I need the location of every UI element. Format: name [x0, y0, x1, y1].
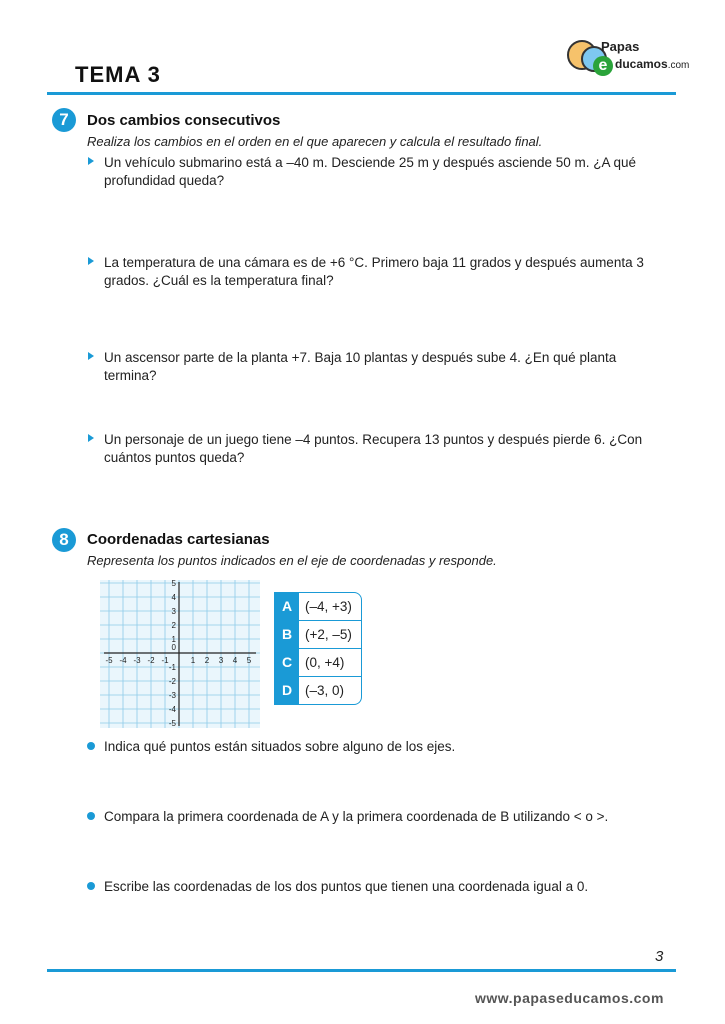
exercise-item: Un vehículo submarino está a –40 m. Desciende 25 m y después asciende 50 m. ¿A qué profundidad queda?	[104, 154, 664, 190]
exercise-item: La temperatura de una cámara es de +6 °C. Primero baja 11 grados y después aumenta 3 grados. ¿Cuál es la temperatura final?	[104, 254, 664, 290]
logo-text-educamos: ducamos.com	[615, 57, 690, 71]
page-number: 3	[655, 948, 664, 965]
y-tick-label: 1	[171, 635, 176, 644]
footer-rule	[47, 969, 676, 972]
x-tick-label: -1	[161, 656, 169, 665]
y-tick-label: -2	[168, 677, 176, 686]
bullet-dot-icon	[87, 882, 95, 890]
x-tick-label: 4	[232, 656, 238, 665]
bullet-arrow-icon	[88, 434, 94, 442]
section-8-title: Coordenadas cartesianas	[87, 531, 270, 548]
bullet-dot-icon	[87, 812, 95, 820]
y-tick-label: 4	[171, 593, 176, 602]
grid-background	[100, 580, 260, 728]
bullet-arrow-icon	[88, 352, 94, 360]
header-rule	[47, 92, 676, 95]
x-tick-label: -5	[105, 656, 113, 665]
page-title: TEMA 3	[75, 62, 161, 87]
cartesian-grid[interactable]	[100, 580, 260, 728]
y-tick-label: -1	[168, 663, 176, 672]
bullet-arrow-icon	[88, 257, 94, 265]
origin-label: 0	[171, 643, 176, 652]
question-item: Indica qué puntos están situados sobre alguno de los ejes.	[104, 738, 664, 756]
point-letter: B	[275, 621, 299, 648]
y-tick-label: -4	[168, 705, 176, 714]
x-tick-label: 5	[246, 656, 252, 665]
x-tick-label: -3	[133, 656, 141, 665]
section-8-instructions: Representa los puntos indicados en el eje de coordenadas y responde.	[87, 553, 497, 568]
x-tick-label: 1	[190, 656, 196, 665]
x-tick-label: -2	[147, 656, 155, 665]
point-coordinates: (0, +4)	[305, 655, 345, 670]
y-tick-label: -3	[168, 691, 176, 700]
y-tick-label: -5	[168, 719, 176, 728]
point-row	[274, 677, 362, 705]
logo-text-papas: Papas	[601, 39, 640, 54]
y-tick-label: 5	[171, 580, 176, 588]
papaseducamos-logo	[567, 36, 692, 76]
y-tick-label: 2	[171, 621, 176, 630]
y-tick-label: 3	[171, 607, 176, 616]
x-tick-label: 2	[204, 656, 210, 665]
question-item: Compara la primera coordenada de A y la primera coordenada de B utilizando < o >.	[104, 808, 664, 826]
section-7-instructions: Realiza los cambios en el orden en el que aparecen y calcula el resultado final.	[87, 134, 543, 149]
point-row	[274, 649, 362, 677]
point-coordinates: (–3, 0)	[305, 683, 345, 698]
section-8-badge: 8	[52, 528, 76, 552]
point-letter: D	[275, 677, 299, 704]
point-row	[274, 592, 362, 621]
exercise-item: Un personaje de un juego tiene –4 puntos. Recupera 13 puntos y después pierde 6. ¿Con cuántos puntos queda?	[104, 431, 664, 467]
point-coordinates: (+2, –5)	[305, 627, 352, 642]
bullet-arrow-icon	[88, 157, 94, 165]
section-7-badge: 7	[52, 108, 76, 132]
points-table	[274, 592, 362, 705]
x-tick-label: -4	[119, 656, 127, 665]
point-letter: C	[275, 649, 299, 676]
question-item: Escribe las coordenadas de los dos puntos que tienen una coordenada igual a 0.	[104, 878, 664, 896]
x-tick-label: 3	[218, 656, 224, 665]
point-coordinates: (–4, +3)	[305, 599, 352, 614]
point-letter: A	[275, 593, 299, 620]
logo-e-badge: e	[593, 56, 613, 76]
point-row	[274, 621, 362, 649]
section-7-title: Dos cambios consecutivos	[87, 112, 281, 129]
website-url: www.papaseducamos.com	[475, 990, 664, 1006]
exercise-item: Un ascensor parte de la planta +7. Baja 10 plantas y después sube 4. ¿En qué planta termina?	[104, 349, 664, 385]
bullet-dot-icon	[87, 742, 95, 750]
